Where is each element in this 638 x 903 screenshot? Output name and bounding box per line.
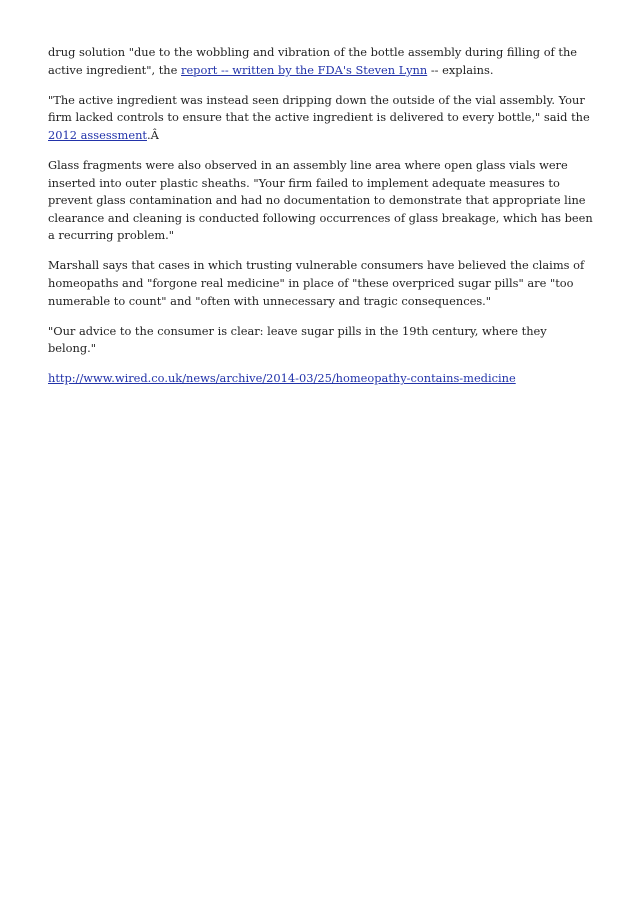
paragraph-active-ingredient bbox=[48, 92, 593, 145]
paragraph-glass-fragments: Glass fragments were also observed in an assembly line area where open glass vials were inserted into outer plastic sheaths. "Your firm failed to implement adequate measures to prevent glass contamination and had no documentation to demonstrate that appropriate line clearance and cleaning is conducted following occurrences of glass breakage, which has been a recurring problem." bbox=[48, 157, 593, 243]
document-page bbox=[48, 44, 593, 401]
source-url-link[interactable]: http://www.wired.co.uk/news/archive/2014-03/25/homeopathy-contains-medicine bbox=[48, 371, 516, 386]
source-url-line bbox=[48, 370, 593, 388]
paragraph-bottle-assembly bbox=[48, 44, 593, 79]
paragraph-text: -- explains. bbox=[427, 62, 494, 77]
paragraph-text: drug solution "due to the wobbling and vibration of the bottle assembly during filling of the active ingredient", the bbox=[48, 45, 578, 77]
paragraph-text: "The active ingredient was instead seen dripping down the outside of the vial assembly. Your firm lacked controls to ensure that the active ingredient is delivered to every bottle," said the bbox=[48, 92, 590, 125]
fda-report-link[interactable]: report -- written by the FDA's Steven Lynn bbox=[181, 62, 428, 77]
paragraph-consumer-advice: "Our advice to the consumer is clear: leave sugar pills in the 19th century, where they belong." bbox=[48, 323, 547, 356]
paragraph-marshall-quote: Marshall says that cases in which trusting vulnerable consumers have believed the claims of homeopaths and "forgone real medicine" in place of "these overpriced sugar pills" are "too numerable to count" and "often with unnecessary and tragic consequences." bbox=[48, 258, 585, 308]
paragraph-text: .Â bbox=[146, 127, 159, 142]
assessment-2012-link[interactable]: 2012 assessment bbox=[48, 127, 147, 142]
